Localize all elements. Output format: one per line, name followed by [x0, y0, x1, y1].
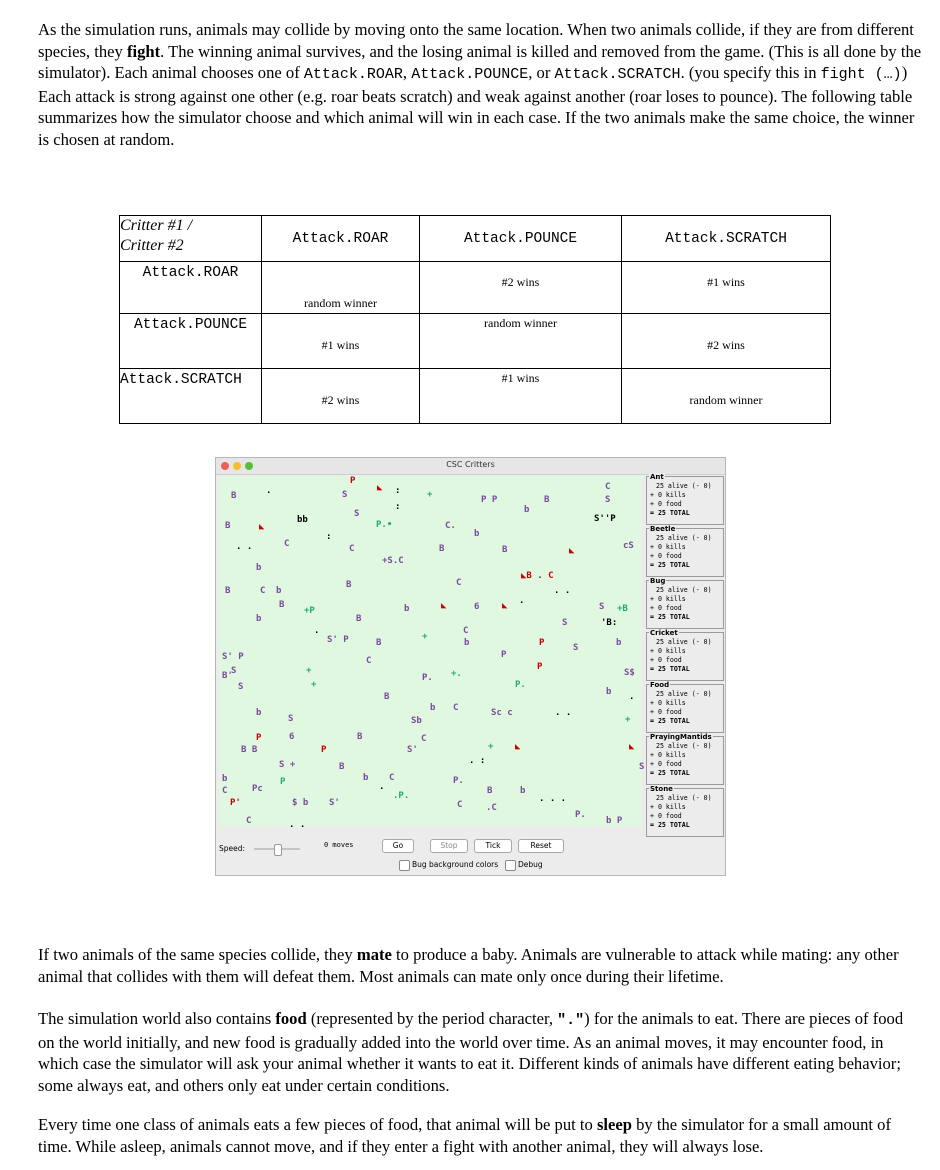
window-title: CSC Critters	[446, 460, 495, 469]
stats-species-name: Cricket	[650, 629, 678, 637]
bold-term-food: food	[275, 1009, 307, 1028]
stats-food: + 0 food	[650, 552, 682, 560]
critter-stone: S' P	[222, 652, 244, 662]
critter-bug: b	[256, 614, 262, 624]
food-dot: .	[519, 596, 525, 606]
critter-praying-mantis: +P	[304, 606, 315, 616]
text-run: ) Each attack is strong against one other (e.g. roar beats scratch) and weak against another (roar loses to pounce). The following table summarizes how the simulator choose and which animal will win in each case. If the two animals make the same choice, the winner is chosen at random.	[38, 63, 915, 149]
critter-praying-mantis: P	[539, 638, 545, 648]
text-run: . (you specify this in	[680, 63, 821, 82]
critter-stone: S$	[624, 668, 635, 678]
food-dot: .	[379, 782, 385, 792]
critter-praying-mantis: P.•	[376, 520, 393, 530]
critter-stone: S' P	[327, 635, 349, 645]
critter-bug: bb	[297, 515, 308, 525]
critter-bug: C	[605, 482, 611, 492]
critter-bug: b	[606, 687, 612, 697]
text-run: . The winning animal survives, and the losing animal is killed and removed from the game. (This is all done by the simulator). Each animal chooses one of	[38, 41, 922, 82]
stats-total: = 25 TOTAL	[650, 769, 690, 777]
stats-kills: + 0 kills	[650, 699, 686, 707]
attack-outcome-table	[119, 215, 831, 424]
moves-counter: 0 moves	[324, 841, 354, 849]
critter-bug: cS	[623, 541, 634, 551]
stats-total: = 25 TOTAL	[650, 561, 690, 569]
table-cell: random winner	[262, 262, 420, 314]
critter-praying-mantis: P P	[481, 495, 498, 505]
table-cell: random winner	[622, 369, 831, 424]
food-dot: . .	[554, 586, 571, 596]
stats-box	[646, 525, 724, 577]
food-dot: .	[314, 626, 320, 636]
bug-background-colors-label: Bug background colors	[412, 860, 499, 869]
code-attack-pounce: Attack.POUNCE	[411, 66, 529, 83]
critter-praying-mantis: P'	[230, 798, 241, 808]
text-run: The simulation world also contains	[38, 1009, 276, 1028]
stats-alive: 25 alive (- 0)	[656, 742, 712, 750]
critter-beetle: B	[231, 491, 237, 501]
food-dot: . .	[236, 542, 253, 552]
food-dot: .	[629, 692, 635, 702]
text-run: As the simulation runs, animals may collide by moving onto the same location. When two animals collide, if they are from different species, they	[38, 20, 914, 61]
table-header-row	[120, 216, 831, 262]
table-cell: #2 wins	[622, 314, 831, 369]
row-header-scratch: Attack.SCRATCH	[120, 369, 262, 424]
critter-beetle: B	[357, 732, 363, 742]
bold-term-sleep: sleep	[596, 1115, 632, 1134]
critter-praying-mantis: P	[280, 777, 286, 787]
critter-bug: .C	[486, 803, 497, 813]
critter-praying-mantis: P	[321, 745, 327, 755]
code-attack-roar: Attack.ROAR	[303, 66, 403, 83]
text-run: to produce a baby. Animals are vulnerable to attack while mating: any other animal that collides with them will defeat them. Most animals can mate only once during their lifetime.	[38, 945, 899, 986]
critter-beetle: B	[487, 786, 493, 796]
critter-beetle: B	[346, 580, 352, 590]
critter-praying-mantis: Pc	[252, 784, 263, 794]
critter-ant: ◣	[629, 742, 635, 752]
critter-ant: ◣	[377, 483, 383, 493]
critter-bug: C	[453, 703, 459, 713]
code-attack-scratch: Attack.SCRATCH	[554, 66, 681, 83]
critter-beetle: B B	[241, 745, 258, 755]
critter-cricket: +	[427, 490, 433, 500]
intro-paragraph	[38, 19, 923, 150]
stats-box	[646, 473, 724, 525]
critter-bug: 6	[289, 732, 295, 742]
critter-stone: Sb	[411, 716, 422, 726]
food-dot: . .	[289, 820, 306, 830]
critter-bug: C	[366, 656, 372, 666]
stats-box	[646, 733, 724, 785]
table-cell: random winner	[420, 314, 622, 369]
critter-stone: S	[573, 643, 579, 653]
stats-food: + 0 food	[650, 708, 682, 716]
table-cell: #1 wins	[420, 369, 622, 424]
stats-alive: 25 alive (- 0)	[656, 586, 712, 594]
col-header-pounce: Attack.POUNCE	[420, 216, 622, 262]
code-fight-method: fight (…)	[820, 66, 902, 83]
stats-box	[646, 785, 724, 837]
text-run: , or	[528, 63, 555, 82]
stats-alive: 25 alive (- 0)	[656, 534, 712, 542]
text-run: (represented by the period character,	[306, 1009, 558, 1028]
col-header-roar: Attack.ROAR	[262, 216, 420, 262]
critter-stone: Sc c	[491, 708, 513, 718]
critter-stone: S	[238, 682, 244, 692]
text-run: by the simulator for a small amount of time. While asleep, animals cannot move, and if they enter a fight with another animal, they will always lose.	[38, 1115, 891, 1156]
text-run: ,	[402, 63, 412, 82]
critter-stone: +S.C	[382, 556, 404, 566]
critter-stone: S	[562, 618, 568, 628]
debug-checkbox[interactable]	[505, 860, 516, 871]
stats-alive: 25 alive (- 0)	[656, 794, 712, 802]
critter-cricket: +	[422, 632, 428, 642]
tick-button[interactable]: Tick	[474, 839, 512, 853]
critter-cricket: +	[306, 666, 312, 676]
text-run: If two animals of the same species collide, they	[38, 945, 357, 964]
critter-bug: C	[421, 734, 427, 744]
critter-stone: S	[342, 490, 348, 500]
stats-kills: + 0 kills	[650, 803, 686, 811]
table-cell: #2 wins	[420, 262, 622, 314]
critter-beetle: 'B:	[601, 618, 618, 628]
critter-beetle: B	[356, 614, 362, 624]
critter-ant: ◣	[569, 546, 575, 556]
critter-cricket: +	[625, 715, 631, 725]
row-header-roar: Attack.ROAR	[120, 262, 262, 314]
stats-food: + 0 food	[650, 656, 682, 664]
critter-praying-mantis: P	[501, 650, 507, 660]
critter-bug: b	[430, 703, 436, 713]
critter-bug: b	[256, 708, 262, 718]
stop-button[interactable]: Stop	[430, 839, 468, 853]
critter-praying-mantis: P	[256, 733, 262, 743]
critter-stone: $ b	[292, 798, 309, 808]
critter-bug: b	[276, 586, 282, 596]
critter-stone: S	[639, 762, 645, 772]
food-dot: . .	[555, 708, 572, 718]
critter-bug: C	[456, 578, 462, 588]
stats-alive: 25 alive (- 0)	[656, 690, 712, 698]
table-corner-cell	[120, 216, 262, 262]
critter-cricket: +	[311, 680, 317, 690]
critter-beetle: B	[225, 586, 231, 596]
stats-kills: + 0 kills	[650, 491, 686, 499]
critter-beetle: B	[439, 544, 445, 554]
critter-beetle: B	[225, 521, 231, 531]
critter-ant: ◣	[259, 522, 265, 532]
corner-line-1: Critter #1 /	[120, 217, 193, 234]
critter-praying-mantis: P.	[515, 680, 526, 690]
reset-button[interactable]: Reset	[518, 839, 564, 853]
food-dot: :	[326, 532, 332, 542]
stats-kills: + 0 kills	[650, 647, 686, 655]
critter-stone: S	[288, 714, 294, 724]
bold-term-fight: fight	[126, 41, 161, 61]
critter-bug: C	[260, 586, 266, 596]
stats-box	[646, 629, 724, 681]
critter-stone: S +	[279, 760, 296, 770]
debug-label: Debug	[518, 860, 543, 869]
control-bar	[216, 832, 725, 876]
critter-bug: b	[464, 638, 470, 648]
table-cell: #1 wins	[622, 262, 831, 314]
critter-beetle: +B	[617, 604, 628, 614]
critter-praying-mantis: P	[350, 476, 356, 486]
critter-praying-mantis: P.	[575, 810, 586, 820]
critter-stone: S	[599, 602, 605, 612]
stats-species-name: Ant	[650, 473, 664, 481]
stats-alive: 25 alive (- 0)	[656, 638, 712, 646]
stats-total: = 25 TOTAL	[650, 821, 690, 829]
row-header-pounce: Attack.POUNCE	[120, 314, 262, 369]
speed-slider[interactable]	[254, 844, 300, 854]
critter-stone: S'	[329, 798, 340, 808]
critter-praying-mantis: .P.	[393, 791, 410, 801]
critter-ant: ◣B . C	[521, 571, 554, 581]
critter-bug: C.	[445, 521, 456, 531]
critter-stone: S	[605, 495, 611, 505]
critter-bug: C	[349, 544, 355, 554]
critter-bug: b	[474, 529, 480, 539]
stats-food: + 0 food	[650, 812, 682, 820]
mating-paragraph	[38, 944, 923, 987]
go-button[interactable]: Go	[382, 839, 414, 853]
code-period-char: "."	[557, 1012, 585, 1029]
critter-bug: b	[256, 563, 262, 573]
stats-species-name: Beetle	[650, 525, 676, 533]
critter-beetle: B	[384, 692, 390, 702]
food-dot: :	[395, 502, 401, 512]
critter-bug: C	[389, 773, 395, 783]
bold-term-mate: mate	[356, 945, 392, 964]
food-paragraph	[38, 1008, 923, 1096]
critter-praying-mantis: P.	[453, 776, 464, 786]
critter-praying-mantis: P	[537, 662, 543, 672]
critter-stone: S	[354, 509, 360, 519]
critter-bug: C	[284, 539, 290, 549]
simulator-window	[215, 457, 726, 876]
critter-ant: ◣	[515, 742, 521, 752]
species-stats-panel	[646, 473, 724, 840]
critter-beetle: B	[376, 638, 382, 648]
speed-label: Speed:	[219, 844, 246, 853]
stats-box	[646, 577, 724, 629]
stats-species-name: PrayingMantids	[650, 733, 712, 741]
critter-bug: b	[363, 773, 369, 783]
stats-total: = 25 TOTAL	[650, 665, 690, 673]
col-header-scratch: Attack.SCRATCH	[622, 216, 831, 262]
critter-beetle: B	[279, 600, 285, 610]
critter-bug: b	[520, 786, 526, 796]
table-row	[120, 262, 831, 314]
table-row	[120, 314, 831, 369]
critter-praying-mantis: P.	[422, 673, 433, 683]
critter-stone: S'	[407, 745, 418, 755]
stats-food: + 0 food	[650, 760, 682, 768]
text-run: ) for the animals to eat. There are pieces of food on the world initially, and new food is gradually added into the world over time. As an animal moves, it may encounter food, in which case the simulator will ask your animal whether it wants to eat it. Different kinds of animals have different eating behavior; some always eat, and others only eat under certain conditions.	[38, 1009, 904, 1095]
food-dot: . . .	[539, 794, 567, 804]
critter-bug: b P	[606, 816, 623, 826]
stats-total: = 25 TOTAL	[650, 509, 690, 517]
corner-line-2: Critter #2	[120, 237, 184, 254]
table-row	[120, 369, 831, 424]
table-cell: #2 wins	[262, 369, 420, 424]
critter-cricket: +	[488, 742, 494, 752]
critter-beetle: B	[544, 495, 550, 505]
critter-beetle: B'	[222, 671, 233, 681]
critter-bug: 6	[474, 602, 480, 612]
stats-species-name: Bug	[650, 577, 666, 585]
critter-ant: ◣	[441, 601, 447, 611]
stats-food: + 0 food	[650, 604, 682, 612]
stats-box	[646, 681, 724, 733]
table-cell: #1 wins	[262, 314, 420, 369]
stats-total: = 25 TOTAL	[650, 717, 690, 725]
critter-stone: S	[231, 666, 237, 676]
stats-alive: 25 alive (- 0)	[656, 482, 712, 490]
sleep-paragraph	[38, 1114, 923, 1157]
stats-species-name: Stone	[650, 785, 673, 793]
food-dot: :	[395, 486, 401, 496]
critter-world-grid[interactable]	[219, 476, 645, 830]
critter-bug: C	[246, 816, 252, 826]
critter-cricket: +.	[451, 669, 462, 679]
stats-food: + 0 food	[650, 500, 682, 508]
critter-stone: S''P	[594, 514, 616, 524]
stats-kills: + 0 kills	[650, 751, 686, 759]
critter-bug: b	[222, 774, 228, 784]
bug-background-colors-checkbox[interactable]	[399, 860, 410, 871]
critter-bug: b	[524, 505, 530, 515]
speed-slider-thumb[interactable]	[274, 844, 282, 856]
critter-bug: C	[457, 800, 463, 810]
critter-bug: C	[463, 626, 469, 636]
food-dot: . :	[469, 756, 486, 766]
food-dot: .	[266, 486, 272, 496]
stats-kills: + 0 kills	[650, 595, 686, 603]
stats-kills: + 0 kills	[650, 543, 686, 551]
critter-bug: b	[404, 604, 410, 614]
stats-species-name: Food	[650, 681, 670, 689]
critter-beetle: B	[502, 545, 508, 555]
critter-ant: ◣	[502, 601, 508, 611]
stats-total: = 25 TOTAL	[650, 613, 690, 621]
critter-bug: C	[222, 786, 228, 796]
critter-beetle: B	[339, 762, 345, 772]
text-run: Every time one class of animals eats a few pieces of food, that animal will be put to	[38, 1115, 597, 1134]
critter-bug: b	[616, 638, 622, 648]
